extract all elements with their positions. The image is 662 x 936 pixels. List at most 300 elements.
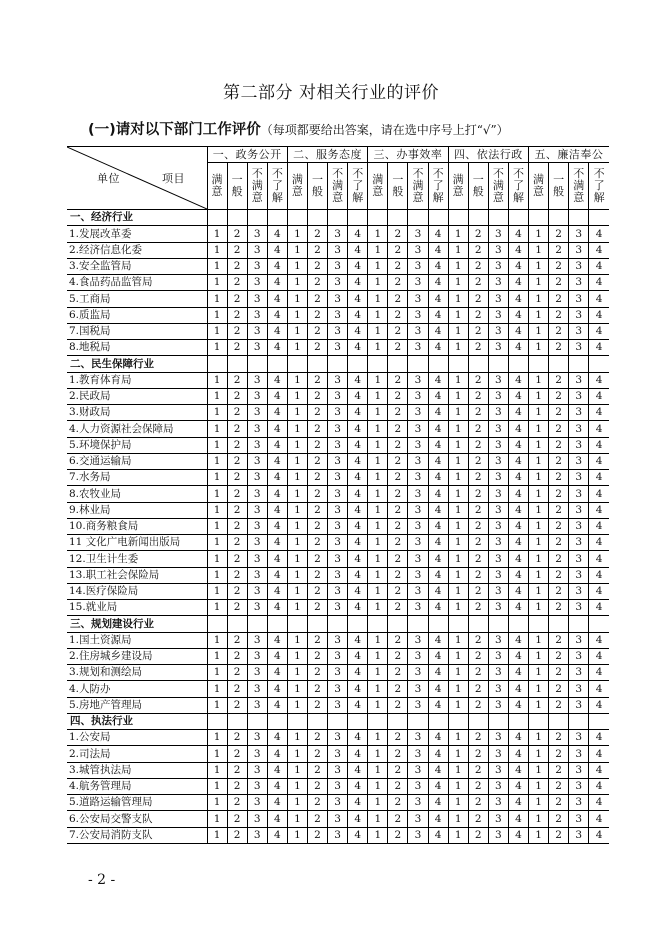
rating-option[interactable]: 3 [408,518,428,534]
rating-option[interactable]: 4 [348,291,368,307]
rating-option[interactable]: 1 [287,502,307,518]
rating-option[interactable]: 3 [488,697,508,713]
rating-option[interactable]: 2 [307,811,327,827]
rating-option[interactable]: 2 [468,795,488,811]
rating-option[interactable]: 3 [488,275,508,291]
rating-option[interactable]: 4 [428,388,448,404]
rating-option[interactable]: 3 [569,502,589,518]
rating-option[interactable]: 4 [508,600,528,616]
rating-option[interactable]: 3 [488,811,508,827]
rating-option[interactable]: 4 [428,567,448,583]
rating-option[interactable]: 2 [388,583,408,599]
rating-option[interactable]: 3 [328,632,348,648]
rating-option[interactable]: 1 [529,323,549,339]
rating-option[interactable]: 1 [529,242,549,258]
rating-option[interactable]: 4 [428,372,448,388]
rating-option[interactable]: 4 [589,258,609,274]
rating-option[interactable]: 2 [549,778,569,794]
rating-option[interactable]: 3 [408,648,428,664]
rating-option[interactable]: 2 [388,340,408,356]
rating-option[interactable]: 3 [247,648,267,664]
rating-option[interactable]: 3 [408,323,428,339]
rating-option[interactable]: 3 [247,730,267,746]
rating-option[interactable]: 3 [328,811,348,827]
rating-option[interactable]: 2 [307,486,327,502]
rating-option[interactable]: 4 [508,323,528,339]
rating-option[interactable]: 2 [227,226,247,242]
rating-option[interactable]: 1 [448,778,468,794]
rating-option[interactable]: 3 [488,502,508,518]
rating-option[interactable]: 1 [448,470,468,486]
rating-option[interactable]: 1 [529,681,549,697]
rating-option[interactable]: 3 [569,730,589,746]
rating-option[interactable]: 1 [368,291,388,307]
rating-option[interactable]: 4 [589,470,609,486]
rating-option[interactable]: 1 [287,551,307,567]
rating-option[interactable]: 3 [247,340,267,356]
rating-option[interactable]: 2 [227,648,247,664]
rating-option[interactable]: 1 [448,453,468,469]
rating-option[interactable]: 3 [328,323,348,339]
rating-option[interactable]: 2 [388,551,408,567]
rating-option[interactable]: 1 [368,665,388,681]
rating-option[interactable]: 4 [348,502,368,518]
rating-option[interactable]: 4 [428,583,448,599]
rating-option[interactable]: 1 [529,778,549,794]
rating-option[interactable]: 1 [448,307,468,323]
rating-option[interactable]: 2 [549,730,569,746]
rating-option[interactable]: 2 [307,730,327,746]
rating-option[interactable]: 3 [488,551,508,567]
rating-option[interactable]: 4 [589,340,609,356]
rating-option[interactable]: 3 [328,795,348,811]
rating-option[interactable]: 4 [589,795,609,811]
rating-option[interactable]: 4 [428,437,448,453]
rating-option[interactable]: 1 [287,600,307,616]
rating-option[interactable]: 2 [307,502,327,518]
rating-option[interactable]: 2 [549,535,569,551]
rating-option[interactable]: 1 [287,518,307,534]
rating-option[interactable]: 4 [428,502,448,518]
rating-option[interactable]: 1 [287,583,307,599]
rating-option[interactable]: 1 [287,697,307,713]
rating-option[interactable]: 4 [589,437,609,453]
rating-option[interactable]: 3 [569,681,589,697]
rating-option[interactable]: 4 [589,827,609,843]
rating-option[interactable]: 4 [508,697,528,713]
rating-option[interactable]: 4 [508,518,528,534]
rating-option[interactable]: 2 [549,518,569,534]
rating-option[interactable]: 2 [227,340,247,356]
rating-option[interactable]: 1 [529,535,549,551]
rating-option[interactable]: 4 [267,681,287,697]
rating-option[interactable]: 4 [348,811,368,827]
rating-option[interactable]: 2 [307,795,327,811]
rating-option[interactable]: 1 [207,518,227,534]
rating-option[interactable]: 1 [207,795,227,811]
rating-option[interactable]: 1 [368,551,388,567]
rating-option[interactable]: 3 [328,372,348,388]
rating-option[interactable]: 2 [468,437,488,453]
rating-option[interactable]: 3 [408,421,428,437]
rating-option[interactable]: 3 [408,665,428,681]
rating-option[interactable]: 4 [508,291,528,307]
rating-option[interactable]: 2 [549,746,569,762]
rating-option[interactable]: 1 [207,730,227,746]
rating-option[interactable]: 2 [227,258,247,274]
rating-option[interactable]: 2 [227,697,247,713]
rating-option[interactable]: 4 [508,372,528,388]
rating-option[interactable]: 2 [388,453,408,469]
rating-option[interactable]: 2 [549,795,569,811]
rating-option[interactable]: 2 [388,372,408,388]
rating-option[interactable]: 2 [227,632,247,648]
rating-option[interactable]: 1 [287,307,307,323]
rating-option[interactable]: 1 [207,437,227,453]
rating-option[interactable]: 3 [247,518,267,534]
rating-option[interactable]: 4 [589,632,609,648]
rating-option[interactable]: 3 [408,242,428,258]
rating-option[interactable]: 4 [508,681,528,697]
rating-option[interactable]: 4 [428,730,448,746]
rating-option[interactable]: 1 [368,730,388,746]
rating-option[interactable]: 1 [287,258,307,274]
rating-option[interactable]: 2 [388,258,408,274]
rating-option[interactable]: 1 [448,372,468,388]
rating-option[interactable]: 4 [589,600,609,616]
rating-option[interactable]: 3 [247,453,267,469]
rating-option[interactable]: 1 [287,567,307,583]
rating-option[interactable]: 1 [207,551,227,567]
rating-option[interactable]: 3 [328,762,348,778]
rating-option[interactable]: 1 [287,827,307,843]
rating-option[interactable]: 4 [589,226,609,242]
rating-option[interactable]: 2 [549,486,569,502]
rating-option[interactable]: 1 [368,535,388,551]
rating-option[interactable]: 3 [328,583,348,599]
rating-option[interactable]: 3 [488,242,508,258]
rating-option[interactable]: 3 [488,681,508,697]
rating-option[interactable]: 1 [368,648,388,664]
rating-option[interactable]: 2 [549,827,569,843]
rating-option[interactable]: 3 [247,681,267,697]
rating-option[interactable]: 4 [267,453,287,469]
rating-option[interactable]: 1 [287,778,307,794]
rating-option[interactable]: 2 [388,632,408,648]
rating-option[interactable]: 3 [488,665,508,681]
rating-option[interactable]: 2 [227,665,247,681]
rating-option[interactable]: 4 [589,405,609,421]
rating-option[interactable]: 4 [348,746,368,762]
rating-option[interactable]: 1 [287,323,307,339]
rating-option[interactable]: 2 [227,486,247,502]
rating-option[interactable]: 4 [508,388,528,404]
rating-option[interactable]: 1 [448,632,468,648]
rating-option[interactable]: 4 [428,778,448,794]
rating-option[interactable]: 4 [508,811,528,827]
rating-option[interactable]: 3 [328,258,348,274]
rating-option[interactable]: 2 [388,291,408,307]
rating-option[interactable]: 1 [529,567,549,583]
rating-option[interactable]: 3 [408,486,428,502]
rating-option[interactable]: 3 [328,486,348,502]
rating-option[interactable]: 3 [488,632,508,648]
rating-option[interactable]: 2 [388,502,408,518]
rating-option[interactable]: 1 [207,405,227,421]
rating-option[interactable]: 1 [207,486,227,502]
rating-option[interactable]: 3 [247,405,267,421]
rating-option[interactable]: 3 [569,567,589,583]
rating-option[interactable]: 1 [448,486,468,502]
rating-option[interactable]: 2 [227,502,247,518]
rating-option[interactable]: 4 [508,405,528,421]
rating-option[interactable]: 2 [468,405,488,421]
rating-option[interactable]: 3 [569,275,589,291]
rating-option[interactable]: 3 [328,502,348,518]
rating-option[interactable]: 3 [247,437,267,453]
rating-option[interactable]: 2 [468,340,488,356]
rating-option[interactable]: 2 [307,600,327,616]
rating-option[interactable]: 4 [428,827,448,843]
rating-option[interactable]: 3 [569,600,589,616]
rating-option[interactable]: 4 [348,372,368,388]
rating-option[interactable]: 1 [448,437,468,453]
rating-option[interactable]: 4 [508,421,528,437]
rating-option[interactable]: 4 [508,275,528,291]
rating-option[interactable]: 1 [529,275,549,291]
rating-option[interactable]: 1 [448,762,468,778]
rating-option[interactable]: 3 [488,372,508,388]
rating-option[interactable]: 1 [448,323,468,339]
rating-option[interactable]: 1 [368,437,388,453]
rating-option[interactable]: 2 [227,242,247,258]
rating-option[interactable]: 3 [488,421,508,437]
rating-option[interactable]: 1 [207,307,227,323]
rating-option[interactable]: 1 [207,583,227,599]
rating-option[interactable]: 1 [448,551,468,567]
rating-option[interactable]: 4 [267,827,287,843]
rating-option[interactable]: 1 [287,535,307,551]
rating-option[interactable]: 2 [549,470,569,486]
rating-option[interactable]: 1 [287,811,307,827]
rating-option[interactable]: 3 [247,762,267,778]
rating-option[interactable]: 3 [328,453,348,469]
rating-option[interactable]: 4 [348,600,368,616]
rating-option[interactable]: 4 [428,811,448,827]
rating-option[interactable]: 1 [529,762,549,778]
rating-option[interactable]: 2 [468,486,488,502]
rating-option[interactable]: 4 [348,470,368,486]
rating-option[interactable]: 4 [508,486,528,502]
rating-option[interactable]: 4 [589,323,609,339]
rating-option[interactable]: 4 [589,518,609,534]
rating-option[interactable]: 2 [307,323,327,339]
rating-option[interactable]: 2 [549,632,569,648]
rating-option[interactable]: 1 [207,470,227,486]
rating-option[interactable]: 2 [468,307,488,323]
rating-option[interactable]: 3 [488,486,508,502]
rating-option[interactable]: 2 [307,340,327,356]
rating-option[interactable]: 4 [428,632,448,648]
rating-option[interactable]: 2 [388,567,408,583]
rating-option[interactable]: 1 [207,746,227,762]
rating-option[interactable]: 2 [388,226,408,242]
rating-option[interactable]: 2 [549,600,569,616]
rating-option[interactable]: 1 [207,226,227,242]
rating-option[interactable]: 3 [408,551,428,567]
rating-option[interactable]: 3 [328,648,348,664]
rating-option[interactable]: 4 [348,778,368,794]
rating-option[interactable]: 3 [569,226,589,242]
rating-option[interactable]: 2 [307,405,327,421]
rating-option[interactable]: 1 [448,518,468,534]
rating-option[interactable]: 2 [307,762,327,778]
rating-option[interactable]: 1 [368,795,388,811]
rating-option[interactable]: 2 [468,730,488,746]
rating-option[interactable]: 3 [328,665,348,681]
rating-option[interactable]: 2 [468,323,488,339]
rating-option[interactable]: 3 [328,242,348,258]
rating-option[interactable]: 3 [488,340,508,356]
rating-option[interactable]: 1 [448,502,468,518]
rating-option[interactable]: 4 [267,600,287,616]
rating-option[interactable]: 4 [589,242,609,258]
rating-option[interactable]: 1 [287,746,307,762]
rating-option[interactable]: 3 [569,242,589,258]
rating-option[interactable]: 3 [488,405,508,421]
rating-option[interactable]: 4 [267,778,287,794]
rating-option[interactable]: 2 [468,388,488,404]
rating-option[interactable]: 1 [368,486,388,502]
rating-option[interactable]: 3 [247,372,267,388]
rating-option[interactable]: 3 [488,795,508,811]
rating-option[interactable]: 1 [287,226,307,242]
rating-option[interactable]: 3 [408,388,428,404]
rating-option[interactable]: 1 [529,486,549,502]
rating-option[interactable]: 4 [508,730,528,746]
rating-option[interactable]: 3 [328,730,348,746]
rating-option[interactable]: 3 [408,827,428,843]
rating-option[interactable]: 2 [549,242,569,258]
rating-option[interactable]: 1 [368,827,388,843]
rating-option[interactable]: 2 [307,453,327,469]
rating-option[interactable]: 1 [529,811,549,827]
rating-option[interactable]: 3 [247,778,267,794]
rating-option[interactable]: 1 [368,421,388,437]
rating-option[interactable]: 1 [448,567,468,583]
rating-option[interactable]: 3 [488,600,508,616]
rating-option[interactable]: 2 [388,535,408,551]
rating-option[interactable]: 4 [348,226,368,242]
rating-option[interactable]: 2 [388,778,408,794]
rating-option[interactable]: 1 [529,746,549,762]
rating-option[interactable]: 3 [569,453,589,469]
rating-option[interactable]: 3 [488,746,508,762]
rating-option[interactable]: 4 [267,421,287,437]
rating-option[interactable]: 2 [549,437,569,453]
rating-option[interactable]: 2 [468,697,488,713]
rating-option[interactable]: 1 [529,827,549,843]
rating-option[interactable]: 1 [207,421,227,437]
rating-option[interactable]: 1 [207,648,227,664]
rating-option[interactable]: 3 [247,486,267,502]
rating-option[interactable]: 2 [549,372,569,388]
rating-option[interactable]: 1 [448,697,468,713]
rating-option[interactable]: 2 [307,388,327,404]
rating-option[interactable]: 4 [589,453,609,469]
rating-option[interactable]: 4 [267,535,287,551]
rating-option[interactable]: 2 [388,518,408,534]
rating-option[interactable]: 2 [307,275,327,291]
rating-option[interactable]: 3 [328,388,348,404]
rating-option[interactable]: 1 [287,453,307,469]
rating-option[interactable]: 3 [247,275,267,291]
rating-option[interactable]: 4 [589,421,609,437]
rating-option[interactable]: 3 [328,600,348,616]
rating-option[interactable]: 3 [569,421,589,437]
rating-option[interactable]: 4 [508,746,528,762]
rating-option[interactable]: 1 [207,388,227,404]
rating-option[interactable]: 4 [348,681,368,697]
rating-option[interactable]: 2 [307,551,327,567]
rating-option[interactable]: 4 [589,811,609,827]
rating-option[interactable]: 1 [287,486,307,502]
rating-option[interactable]: 1 [529,307,549,323]
rating-option[interactable]: 2 [549,665,569,681]
rating-option[interactable]: 2 [227,778,247,794]
rating-option[interactable]: 4 [348,535,368,551]
rating-option[interactable]: 2 [388,275,408,291]
rating-option[interactable]: 3 [328,437,348,453]
rating-option[interactable]: 2 [468,275,488,291]
rating-option[interactable]: 1 [448,258,468,274]
rating-option[interactable]: 3 [408,681,428,697]
rating-option[interactable]: 1 [207,258,227,274]
rating-option[interactable]: 1 [448,681,468,697]
rating-option[interactable]: 3 [569,518,589,534]
rating-option[interactable]: 1 [368,470,388,486]
rating-option[interactable]: 2 [227,811,247,827]
rating-option[interactable]: 4 [428,453,448,469]
rating-option[interactable]: 4 [589,502,609,518]
rating-option[interactable]: 3 [328,567,348,583]
rating-option[interactable]: 4 [348,405,368,421]
rating-option[interactable]: 3 [328,697,348,713]
rating-option[interactable]: 3 [569,778,589,794]
rating-option[interactable]: 1 [287,388,307,404]
rating-option[interactable]: 1 [529,437,549,453]
rating-option[interactable]: 4 [508,665,528,681]
rating-option[interactable]: 4 [508,437,528,453]
rating-option[interactable]: 3 [488,437,508,453]
rating-option[interactable]: 2 [307,291,327,307]
rating-option[interactable]: 2 [468,453,488,469]
rating-option[interactable]: 2 [388,470,408,486]
rating-option[interactable]: 4 [267,567,287,583]
rating-option[interactable]: 3 [569,535,589,551]
rating-option[interactable]: 4 [267,583,287,599]
rating-option[interactable]: 2 [468,502,488,518]
rating-option[interactable]: 3 [247,291,267,307]
rating-option[interactable]: 3 [328,778,348,794]
rating-option[interactable]: 2 [388,795,408,811]
rating-option[interactable]: 2 [227,307,247,323]
rating-option[interactable]: 3 [328,275,348,291]
rating-option[interactable]: 3 [569,291,589,307]
rating-option[interactable]: 4 [267,340,287,356]
rating-option[interactable]: 2 [307,421,327,437]
rating-option[interactable]: 4 [348,275,368,291]
